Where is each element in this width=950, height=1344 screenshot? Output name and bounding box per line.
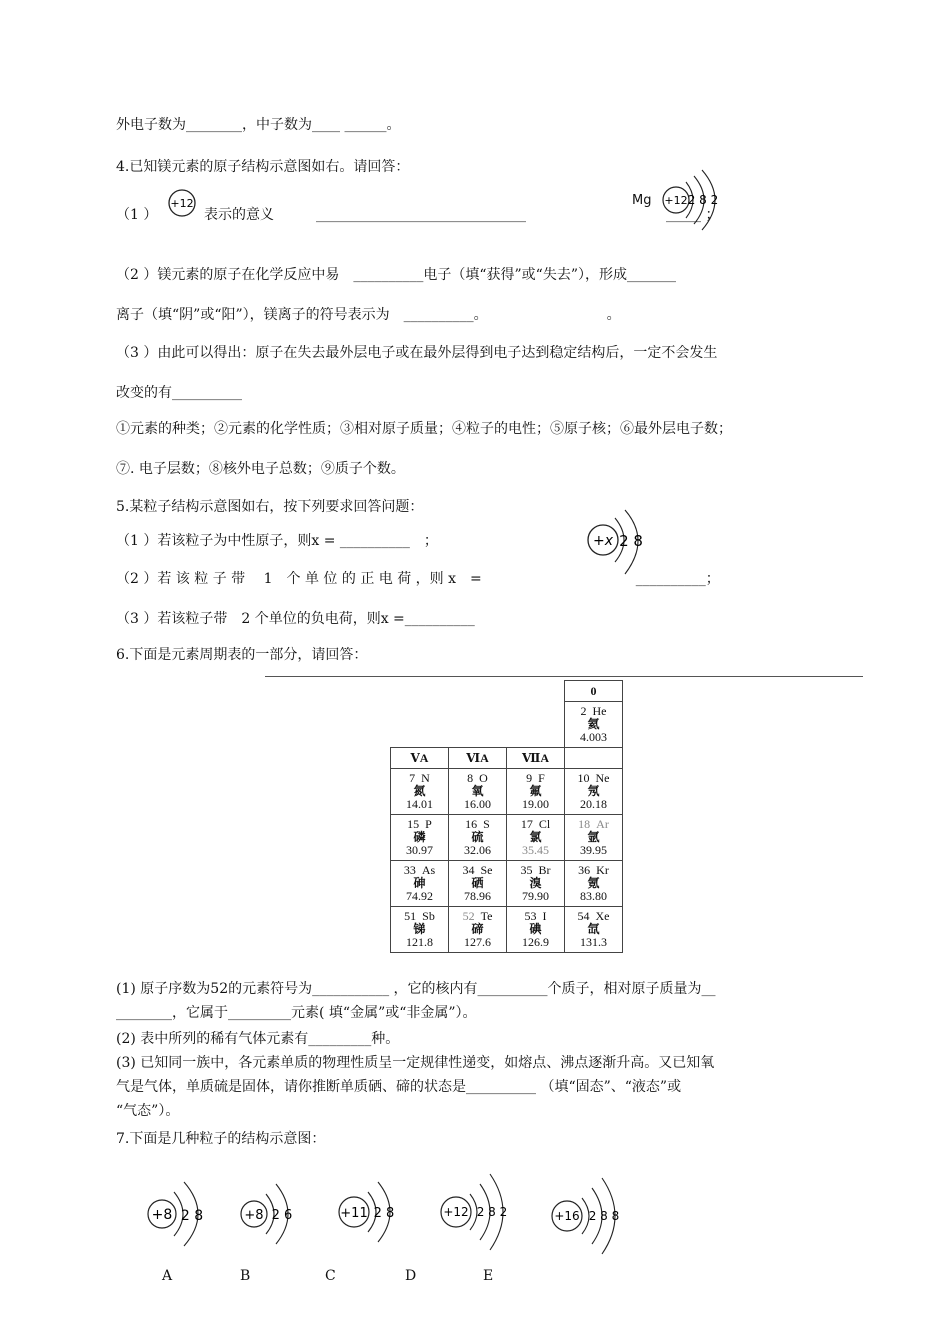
particle-c-nucleus: +11 (340, 1206, 368, 1221)
q6-a2: (2) 表中所列的稀有气体元素有_________种。 (116, 1031, 400, 1047)
element-cell: 10 Ne 氖 20.18 (565, 769, 623, 815)
particle-e-label: E (483, 1268, 494, 1284)
q5-atom-diagram (585, 502, 665, 582)
q7-title: 7.下面是几种粒子的结构示意图： (116, 1131, 326, 1147)
element-cell-he: 2 He 氦 4.003 (565, 702, 623, 748)
particle-b-nucleus: +8 (244, 1208, 264, 1223)
nucleus-circle-icon (166, 188, 200, 218)
q6-a3c: “气态”）。 (116, 1103, 180, 1119)
element-cell: 54 Xe 氙 131.3 (565, 907, 623, 953)
q4-p2a: （2 ）镁元素的原子在化学反应中易 __________电子（填“获得”或“失去”），形成_______ (116, 267, 676, 283)
element-cell: 18 Ar 氩 39.95 (565, 815, 623, 861)
q5-shells: 2 8 (619, 532, 643, 550)
q6-a3b: 气是气体，单质硫是固体，请你推断单质硒、碲的状态是__________ （填“固态”、“液态”或 (116, 1079, 682, 1095)
q4-p1-nucleus: +12 (170, 197, 194, 210)
particle-d-shells: 2 8 2 (476, 1205, 508, 1219)
particle-a-nucleus: +8 (151, 1207, 173, 1223)
mg-atom-diagram (656, 168, 766, 238)
particle-a-label: A (162, 1268, 173, 1284)
element-cell: 16 S 硫 32.06 (449, 815, 507, 861)
q6-a3a: (3) 已知同一族中，各元素单质的物理性质呈一定规律性递变，如熔点、沸点逐渐升高。又已知氧 (116, 1055, 715, 1071)
element-cell: 53 I 碘 126.9 (507, 907, 565, 953)
element-cell: 34 Se 硒 78.96 (449, 861, 507, 907)
header-group-0: 0 (565, 681, 623, 702)
particle-d-nucleus: +12 (443, 1205, 469, 1219)
element-cell: 35 Br 溴 79.90 (507, 861, 565, 907)
element-cell: 9 F 氟 19.00 (507, 769, 565, 815)
periodic-table (390, 680, 623, 953)
element-cell: 7 N 氮 14.01 (391, 769, 449, 815)
q4-p3a: （3 ）由此可以得出：原子在失去最外层电子或在最外层得到电子达到稳定结构后，一定不会发生 (116, 345, 718, 361)
q4-p2b: 离子（填“阴”或“阳”），镁离子的符号表示为 __________。 。 (116, 307, 621, 323)
q6-a1b: ________，它属于_________元素( 填“金属”或“非金属”）。 (116, 1005, 477, 1021)
particle-a-diagram (142, 1174, 222, 1254)
q3-tail: 外电子数为________，中子数为____ ______。 (116, 117, 401, 133)
mg-symbol: Mg (632, 193, 652, 208)
q4-title: 4.已知镁元素的原子结构示意图如右。请回答： (116, 159, 410, 175)
element-cell: 52 Te 碲 127.6 (449, 907, 507, 953)
q4-p3b: 改变的有__________ (116, 385, 242, 401)
header-group-viia: ⅦA (507, 748, 565, 769)
particle-c-diagram (334, 1174, 414, 1254)
q4-p1-prefix: （1 ） (116, 207, 158, 223)
q4-p3d: ⑦. 电子层数；⑧核外电子总数；⑨质子个数。 (116, 461, 405, 477)
header-group-va: ⅤA (391, 748, 449, 769)
particle-b-diagram (236, 1174, 316, 1254)
q4-p1-text: 表示的意义 ______________________________ _____ ； (204, 207, 720, 223)
header-group-via: ⅥA (449, 748, 507, 769)
element-cell: 36 Kr 氪 83.80 (565, 861, 623, 907)
q5-title: 5.某粒子结构示意图如右，按下列要求回答问题： (116, 499, 424, 515)
particle-a-shells: 2 8 (180, 1208, 204, 1224)
element-cell: 17 Cl 氯 35.45 (507, 815, 565, 861)
q5-p2: （2 ）若 该 粒 子 带 1 个 单 位 的 正 电 荷 ，则 x = __________； (116, 571, 720, 587)
q6-title: 6.下面是元素周期表的一部分，请回答： (116, 647, 368, 663)
q5-nucleus: +x (592, 533, 614, 549)
element-cell: 15 P 磷 30.97 (391, 815, 449, 861)
q5-p1: （1 ）若该粒子为中性原子，则x = __________ ； (116, 533, 438, 549)
element-cell: 33 As 砷 74.92 (391, 861, 449, 907)
particle-e-shells: 2 8 8 (588, 1209, 620, 1223)
element-cell: 51 Sb 锑 121.8 (391, 907, 449, 953)
mg-nucleus: +12 (664, 194, 688, 207)
particle-d-diagram (436, 1168, 536, 1258)
q4-p3c: ①元素的种类；②元素的化学性质；③相对原子质量；④粒子的电性；⑤原子核；⑥最外层电子数； (116, 421, 732, 437)
particle-d-label: D (405, 1268, 417, 1284)
q6-a1a: (1) 原子序数为52的元素符号为___________ ，它的核内有__________个质子，相对原子质量为__ (116, 981, 716, 997)
divider-line (265, 676, 863, 677)
mg-shells: 2 8 2 (687, 193, 719, 207)
particle-b-label: B (240, 1268, 251, 1284)
particle-e-nucleus: +16 (554, 1209, 580, 1223)
particle-c-label: C (325, 1268, 336, 1284)
q5-p3: （3 ）若该粒子带 2 个单位的负电荷，则x =__________ (116, 611, 475, 627)
particle-e-diagram (548, 1170, 648, 1260)
particle-c-shells: 2 8 (373, 1206, 395, 1221)
element-cell: 8 O 氧 16.00 (449, 769, 507, 815)
particle-b-shells: 2 6 (271, 1208, 293, 1223)
